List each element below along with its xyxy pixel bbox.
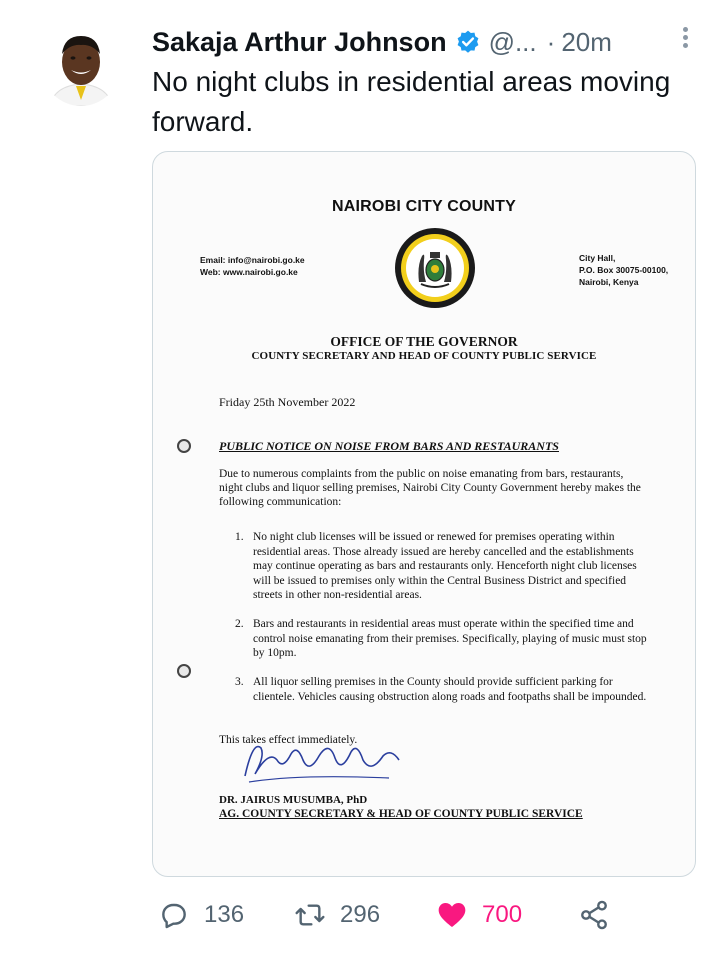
- reply-button[interactable]: [158, 895, 244, 935]
- like-button[interactable]: [436, 895, 522, 935]
- author-handle[interactable]: @...: [488, 26, 537, 57]
- reply-count: 136: [204, 901, 245, 928]
- heart-icon: [436, 899, 468, 931]
- doc-signer-name: DR. JAIRUS MUSUMBA, PhD: [219, 794, 368, 806]
- doc-email: Email: info@nairobi.go.ke: [200, 255, 305, 265]
- reply-icon: [158, 899, 190, 931]
- retweet-button[interactable]: [294, 895, 380, 935]
- verified-badge-icon: [455, 29, 481, 55]
- county-seal-icon: [389, 222, 481, 314]
- doc-county-name: NAIROBI CITY COUNTY: [332, 198, 516, 215]
- doc-address-line: P.O. Box 30075-00100,: [579, 265, 669, 275]
- doc-address-line: Nairobi, Kenya: [579, 277, 639, 287]
- retweet-icon: [294, 899, 326, 931]
- doc-list-number: 1.: [235, 531, 244, 543]
- punch-hole: [177, 439, 191, 453]
- punch-hole: [177, 664, 191, 678]
- doc-address: [579, 252, 668, 288]
- doc-intro: Due to numerous complaints from the public on noise emanating from bars, restaurants, night clubs and liquor selling premises, Nairobi City County Government hereby makes the following communication:: [219, 468, 641, 508]
- tweet-action-bar: [152, 895, 652, 935]
- tweet-time[interactable]: 20m: [561, 26, 612, 57]
- separator-dot: ·: [546, 26, 556, 57]
- avatar[interactable]: [42, 28, 120, 106]
- share-button[interactable]: [578, 895, 610, 935]
- doc-list-number: 2.: [235, 618, 244, 630]
- doc-list-number: 3.: [235, 676, 244, 688]
- doc-effect-statement: This takes effect immediately.: [219, 734, 358, 746]
- like-count: 700: [482, 901, 523, 928]
- doc-list-text: No night club licenses will be issued or renewed for premises operating within residential areas. Those already issued are hereby cancelled and the establishments may continue operating as bars and restaurants only. Henceforth night club licenses will be issued to premises only within the Central Business District and specified streets in other non-residential areas.: [253, 531, 637, 601]
- retweet-count: 296: [340, 901, 381, 928]
- tweet-text: No night clubs in residential areas moving forward.: [152, 66, 671, 137]
- doc-contact-left: [200, 254, 305, 278]
- more-icon[interactable]: [680, 24, 690, 54]
- doc-list-text: All liquor selling premises in the County should provide sufficient parking for clientele. Vehicles causing obstruction along roads and footpaths shall be impounded.: [253, 676, 647, 703]
- doc-signer-title: AG. COUNTY SECRETARY & HEAD OF COUNTY PUBLIC SERVICE: [219, 808, 583, 820]
- doc-date: Friday 25th November 2022: [219, 395, 356, 409]
- doc-list-text: Bars and restaurants in residential areas must operate within the specified time and control noise emanating from their premises. Specifically, playing of music must stop by 10pm.: [253, 618, 647, 659]
- doc-office-subtitle: COUNTY SECRETARY AND HEAD OF COUNTY PUBLIC SERVICE: [251, 350, 597, 362]
- handwritten-signature: [239, 730, 419, 790]
- document-image: [153, 152, 695, 876]
- doc-web: Web: www.nairobi.go.ke: [200, 267, 298, 277]
- doc-office-title: OFFICE OF THE GOVERNOR: [330, 334, 518, 349]
- doc-address-line: City Hall,: [579, 253, 616, 263]
- author-name[interactable]: Sakaja Arthur Johnson: [152, 26, 447, 57]
- tweet-media[interactable]: [152, 151, 696, 877]
- share-icon: [578, 899, 610, 931]
- doc-notice-title: PUBLIC NOTICE ON NOISE FROM BARS AND RESTAURANTS: [219, 439, 559, 453]
- tweet-header: [152, 22, 692, 62]
